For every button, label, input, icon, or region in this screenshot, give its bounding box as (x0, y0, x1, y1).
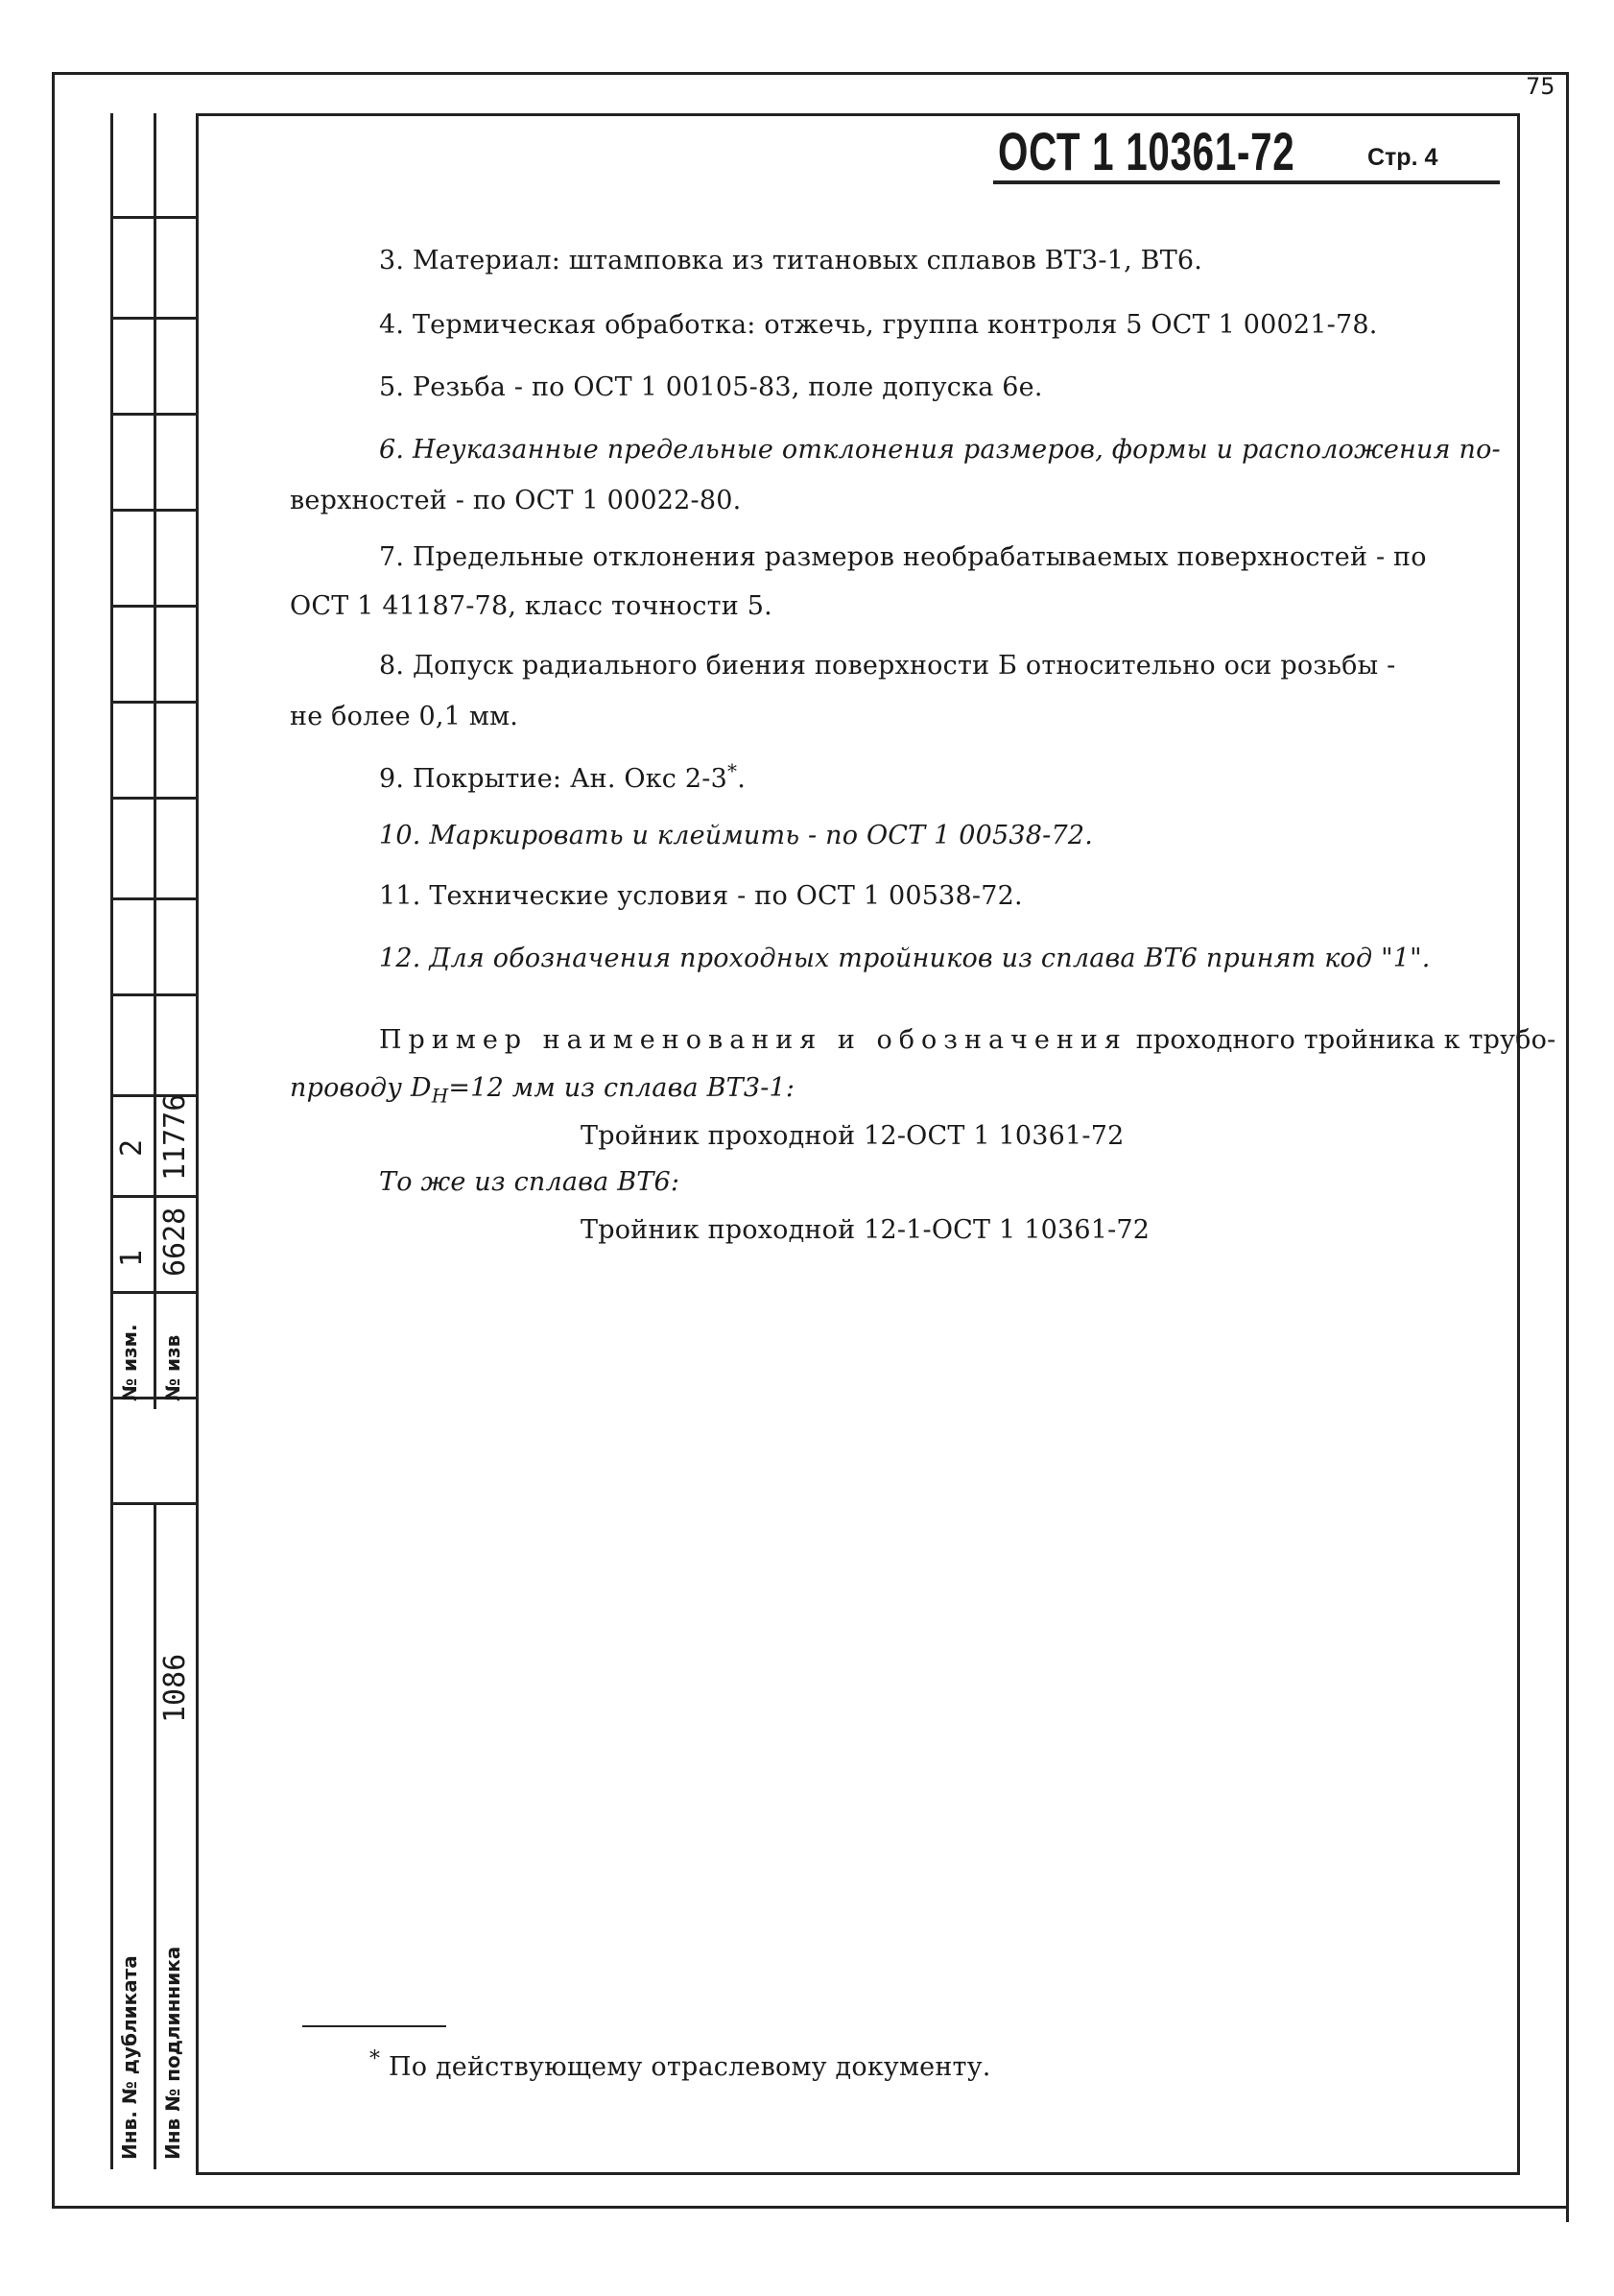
footnote-mark: * (369, 2047, 381, 2071)
original-inv-value: 1086 (158, 1653, 192, 1723)
stamp-row-12 (110, 1291, 197, 1294)
stamp-col-line-b (154, 113, 156, 1409)
stamp-row-11 (110, 1195, 197, 1198)
change-no-label: № изм. (118, 1324, 141, 1401)
example-symbol: D (410, 1073, 432, 1103)
example-line2-prefix: проводу (290, 1073, 411, 1103)
frame-bottom (52, 2206, 1568, 2209)
item-10: 10. Маркировать и клеймить - по ОСТ 1 00538-72. (379, 821, 1094, 850)
stamp-col-line-c (154, 1502, 156, 2169)
doc-2: 11776 (158, 1093, 192, 1181)
item-8-line1: 8. Допуск радиального биения поверхности Б относительно оси розьбы - (379, 651, 1396, 681)
item-7-line2: ОСТ 1 41187-78, класс точности 5. (290, 591, 772, 621)
example-line1-rest: проходного тройника к трубо- (1135, 1025, 1556, 1055)
change-1: 1 (115, 1249, 149, 1267)
example-line1 (379, 1027, 1555, 1053)
item-4: 4. Термическая обработка: отжечь, группа контроля 5 ОСТ 1 00021-78. (379, 310, 1378, 340)
footnote-rule (302, 2025, 446, 2027)
duplicate-inventory-label: Инв. № дубликата (118, 1955, 141, 2160)
example-line2-rest: =12 мм из сплава ВТ3-1: (448, 1073, 795, 1103)
doc-no-label: № изв (161, 1334, 184, 1401)
designation-1: Тройник проходной 12-ОСТ 1 10361-72 (581, 1121, 1125, 1151)
item-9-footnote-mark: * (727, 759, 738, 782)
item-7-line1: 7. Предельные отклонения размеров необрабатываемых поверхностей - по (379, 542, 1427, 572)
example-heading: Пример наименования и обозначения (379, 1025, 1127, 1055)
frame-right (1566, 72, 1569, 2222)
item-11: 11. Технические условия - по ОСТ 1 00538-72. (379, 881, 1023, 911)
stamp-row-9 (110, 993, 197, 996)
original-inventory-label: Инв № подлинника (161, 1946, 184, 2160)
footnote-text: По действующему отраслевому документу. (389, 2052, 991, 2082)
stamp-row-4 (110, 509, 197, 512)
page-label: Стр. 4 (1367, 144, 1438, 171)
sheet-number: 75 (1526, 73, 1555, 100)
item-6-line1: 6. Неуказанные предельные отклонения размеров, формы и расположения по- (379, 435, 1501, 465)
doc-1: 6628 (158, 1207, 192, 1277)
change-2: 2 (115, 1138, 149, 1157)
item-12: 12. Для обозначения проходных тройников из сплава ВТ6 принят код "1". (379, 944, 1431, 973)
stamp-col-line-a (110, 113, 113, 2169)
item-9-text: 9. Покрытие: Ан. Окс 2-3 (379, 764, 727, 794)
stamp-row-6 (110, 701, 197, 704)
stamp-row-1 (110, 216, 197, 219)
item-3: 3. Материал: штамповка из титановых сплавов ВТ3-1, ВТ6. (379, 246, 1203, 275)
same-label: То же из сплава ВТ6: (379, 1167, 680, 1197)
example-line2 (290, 1073, 795, 1108)
frame-top (52, 72, 1568, 75)
stamp-row-3 (110, 413, 197, 416)
doc-code-underline (993, 180, 1500, 184)
stamp-row-14 (110, 1502, 197, 1505)
stamp-row-5 (110, 605, 197, 608)
footnote (369, 2049, 991, 2080)
item-6-line2: верхностей - по ОСТ 1 00022-80. (290, 486, 742, 515)
item-9 (379, 761, 746, 792)
item-8-line2: не более 0,1 мм. (290, 702, 519, 731)
designation-2: Тройник проходной 12-1-ОСТ 1 10361-72 (581, 1215, 1151, 1245)
stamp-row-8 (110, 897, 197, 900)
stamp-row-2 (110, 317, 197, 320)
example-subscript: Н (431, 1084, 449, 1108)
doc-code: ОСТ 1 10361-72 (998, 121, 1295, 181)
stamp-row-7 (110, 797, 197, 800)
item-9-tail: . (737, 764, 746, 794)
frame-left (52, 72, 55, 2208)
item-5: 5. Резьба - по ОСТ 1 00105-83, поле допуска 6е. (379, 372, 1043, 402)
